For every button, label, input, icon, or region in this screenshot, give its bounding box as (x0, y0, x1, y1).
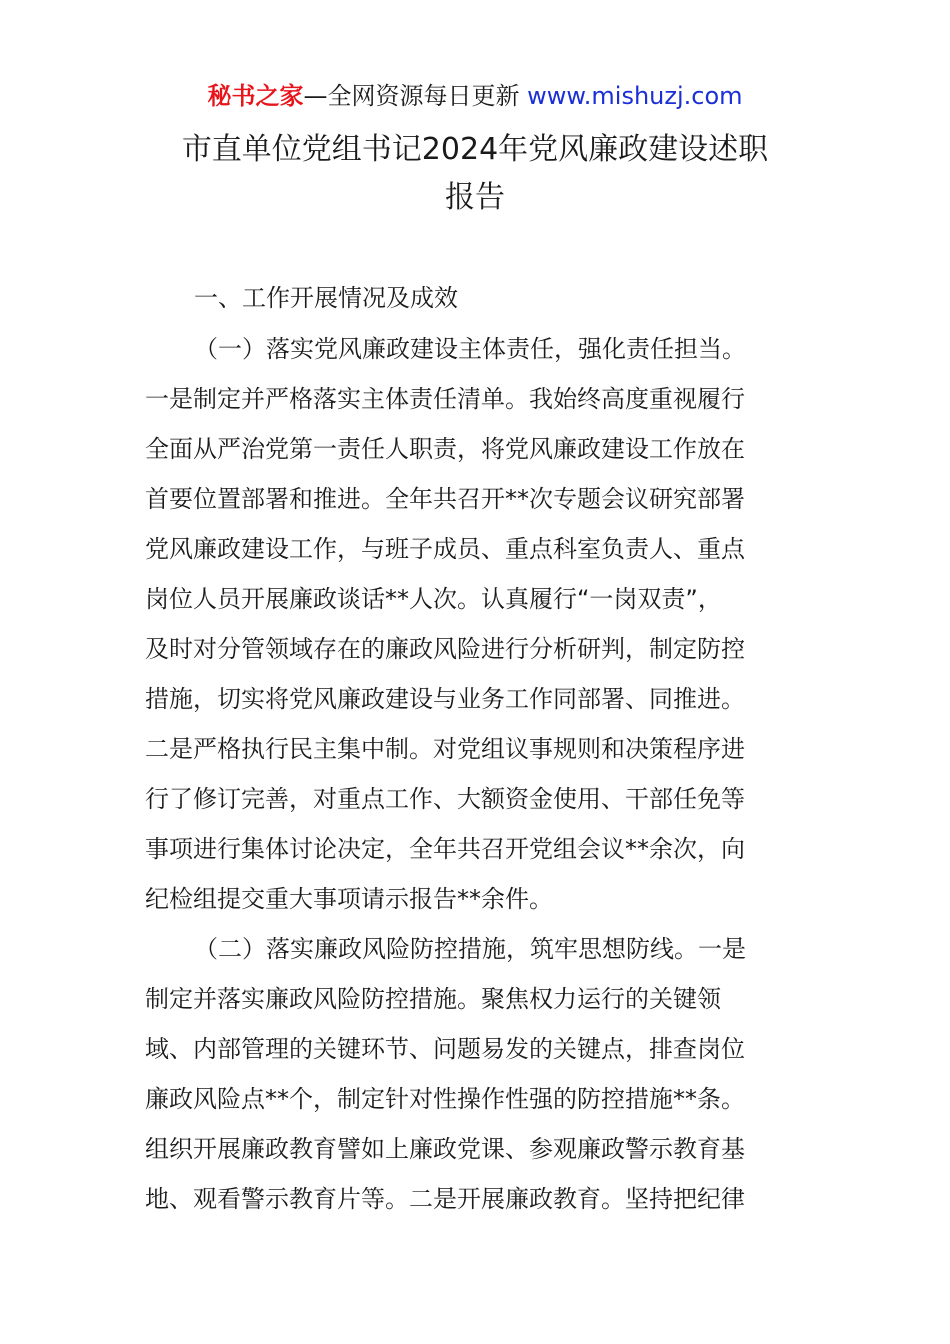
body-line: （一）落实党风廉政建设主体责任，强化责任担当。 (194, 335, 746, 363)
body-line: 全面从严治党第一责任人职责，将党风廉政建设工作放在 (145, 435, 745, 463)
body-line: 廉政风险点**个，制定针对性操作性强的防控措施**条。 (145, 1085, 745, 1113)
body-line: （二）落实廉政风险防控措施，筑牢思想防线。一是 (194, 935, 746, 963)
body-line: 及时对分管领域存在的廉政风险进行分析研判，制定防控 (145, 635, 745, 663)
body-line: 二是严格执行民主集中制。对党组议事规则和决策程序进 (145, 735, 745, 763)
body-line: 一是制定并严格落实主体责任清单。我始终高度重视履行 (145, 385, 745, 413)
body-line: 域、内部管理的关键环节、问题易发的关键点，排查岗位 (145, 1035, 745, 1063)
body-line: 党风廉政建设工作，与班子成员、重点科室负责人、重点 (145, 535, 745, 563)
body-line: 地、观看警示教育片等。二是开展廉政教育。坚持把纪律 (145, 1185, 745, 1213)
document-title-line-2: 报告 (445, 180, 505, 215)
body-line: 制定并落实廉政风险防控措施。聚焦权力运行的关键领 (145, 985, 721, 1013)
site-url[interactable]: www.mishuzj.com (527, 82, 743, 110)
body-line: 首要位置部署和推进。全年共召开**次专题会议研究部署 (145, 485, 745, 513)
body-line: 行了修订完善，对重点工作、大额资金使用、干部任免等 (145, 785, 745, 813)
section-heading: 一、工作开展情况及成效 (194, 284, 458, 312)
body-line: 组织开展廉政教育譬如上廉政党课、参观廉政警示教育基 (145, 1135, 745, 1163)
document-title-line-1: 市直单位党组书记2024年党风廉政建设述职 (181, 132, 769, 167)
body-line: 措施，切实将党风廉政建设与业务工作同部署、同推进。 (145, 685, 745, 713)
site-header (0, 80, 950, 112)
body-line: 纪检组提交重大事项请示报告**余件。 (145, 885, 553, 913)
body-line: 岗位人员开展廉政谈话**人次。认真履行“一岗双责”， (145, 585, 722, 613)
brand-name: 秘书之家 (207, 82, 304, 110)
header-tagline: —全网资源每日更新 (303, 82, 520, 110)
body-line: 事项进行集体讨论决定，全年共召开党组会议**余次，向 (145, 835, 745, 863)
